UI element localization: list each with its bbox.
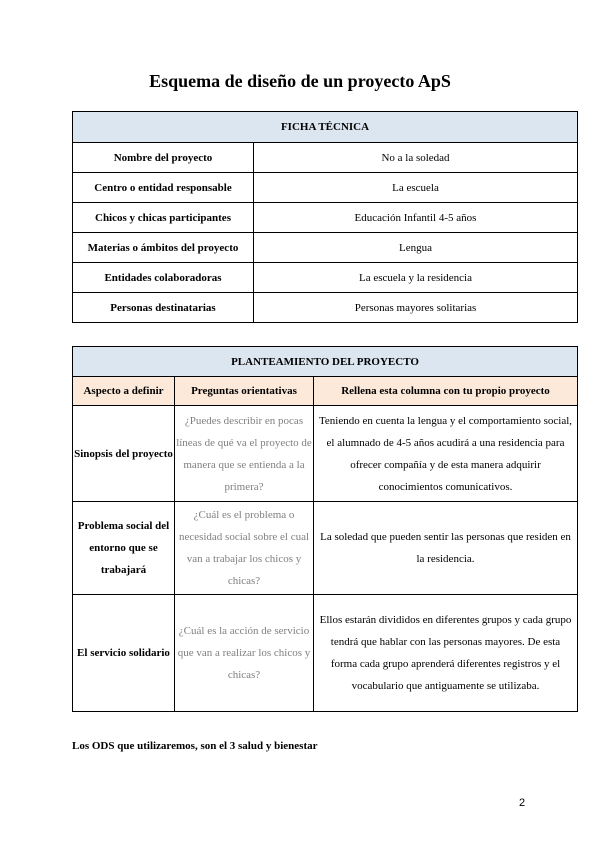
table-row bbox=[73, 406, 578, 502]
ficha-label: Nombre del proyecto bbox=[73, 143, 254, 173]
ods-statement: Los ODS que utilizaremos, son el 3 salud y bienestar bbox=[72, 740, 318, 752]
question-cell: ¿Cuál es el problema o necesidad social sobre el cual van a trabajar los chicos y chicas? bbox=[175, 502, 314, 595]
ficha-tecnica-table bbox=[72, 111, 578, 323]
ficha-value: Lengua bbox=[254, 233, 578, 263]
table-row bbox=[73, 293, 578, 323]
table-row bbox=[73, 203, 578, 233]
answer-cell: Ellos estarán divididos en diferentes grupos y cada grupo tendrá que hablar con las personas mayores. De esta forma cada grupo aprenderá diferentes registros y el vocabulario que antiguamente se utilizaba. bbox=[314, 595, 578, 712]
page-number: 2 bbox=[519, 797, 526, 809]
table-row bbox=[73, 233, 578, 263]
ficha-tecnica-header: FICHA TÉCNICA bbox=[73, 112, 578, 143]
table-row bbox=[73, 502, 578, 595]
ficha-value: No a la soledad bbox=[254, 143, 578, 173]
table-row bbox=[73, 143, 578, 173]
ficha-value: Personas mayores solitarias bbox=[254, 293, 578, 323]
question-cell: ¿Puedes describir en pocas líneas de qué va el proyecto de manera que se entienda a la primera? bbox=[175, 406, 314, 502]
table-row bbox=[73, 173, 578, 203]
table-row bbox=[73, 595, 578, 712]
answer-cell: Teniendo en cuenta la lengua y el comportamiento social, el alumnado de 4-5 años acudirá a una residencia para ofrecer compañía y de esta manera adquirir conocimientos comunicativos. bbox=[314, 406, 578, 502]
ficha-value: La escuela bbox=[254, 173, 578, 203]
aspect-cell: Sinopsis del proyecto bbox=[73, 406, 175, 502]
ficha-value: Educación Infantil 4-5 años bbox=[254, 203, 578, 233]
ficha-label: Materias o ámbitos del proyecto bbox=[73, 233, 254, 263]
column-header: Rellena esta columna con tu propio proyecto bbox=[314, 377, 578, 406]
aspect-cell: Problema social del entorno que se trabajará bbox=[73, 502, 175, 595]
question-cell: ¿Cuál es la acción de servicio que van a realizar los chicos y chicas? bbox=[175, 595, 314, 712]
ficha-label: Personas destinatarias bbox=[73, 293, 254, 323]
page-title: Esquema de diseño de un proyecto ApS bbox=[149, 71, 451, 91]
planteamiento-header: PLANTEAMIENTO DEL PROYECTO bbox=[73, 347, 578, 377]
column-header: Aspecto a definir bbox=[73, 377, 175, 406]
table-row bbox=[73, 263, 578, 293]
planteamiento-table bbox=[72, 346, 578, 712]
column-header: Preguntas orientativas bbox=[175, 377, 314, 406]
aspect-cell: El servicio solidario bbox=[73, 595, 175, 712]
ficha-label: Chicos y chicas participantes bbox=[73, 203, 254, 233]
ficha-label: Centro o entidad responsable bbox=[73, 173, 254, 203]
ficha-label: Entidades colaboradoras bbox=[73, 263, 254, 293]
ficha-value: La escuela y la residencia bbox=[254, 263, 578, 293]
answer-cell: La soledad que pueden sentir las personas que residen en la residencia. bbox=[314, 502, 578, 595]
